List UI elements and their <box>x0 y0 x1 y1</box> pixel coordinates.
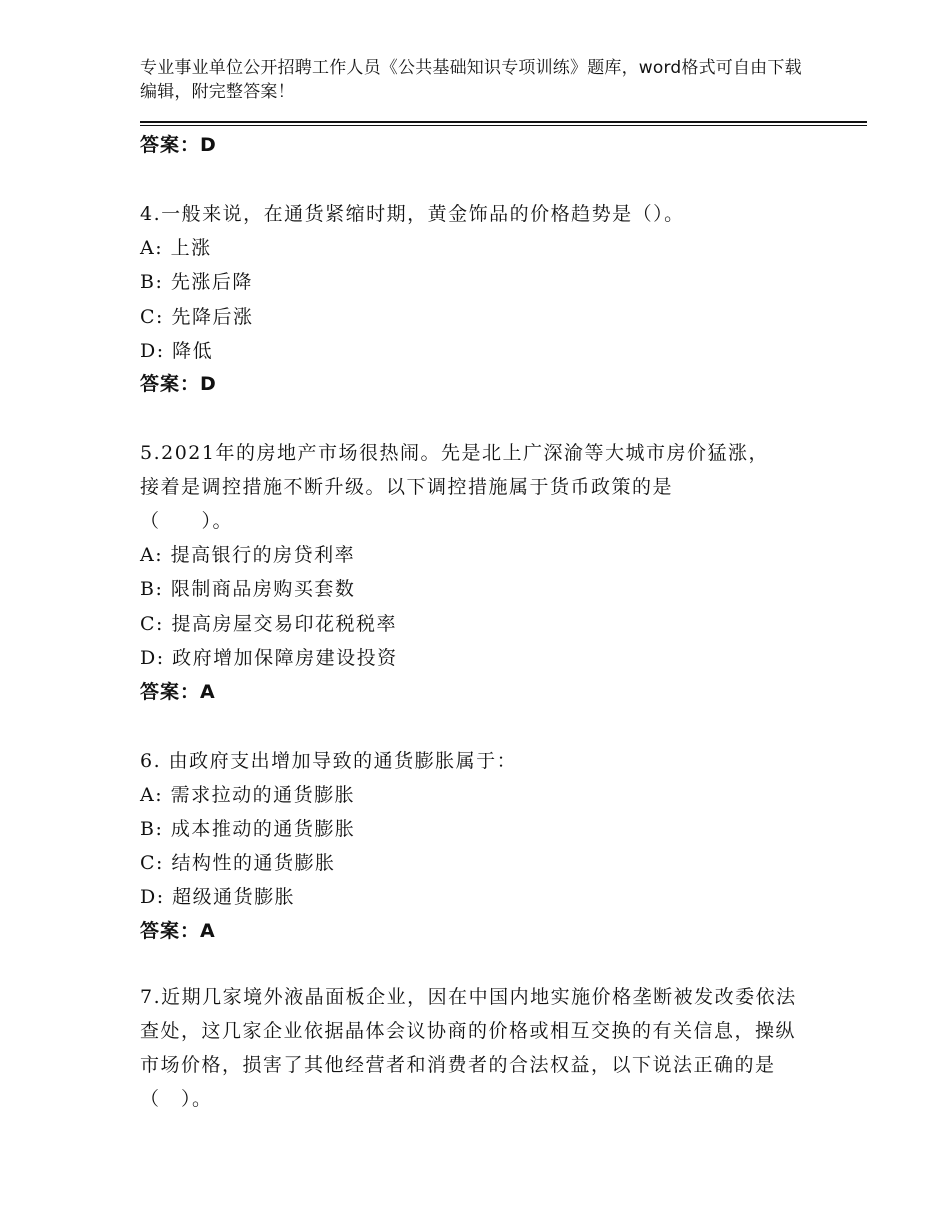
question-6-option-d: D: 超级通货膨胀 <box>140 886 296 908</box>
question-7-stem: 7.近期几家境外液晶面板企业，因在中国内地实施价格垄断被发改委依法查处，这几家企业依据晶体会议协商的价格或相互交换的有关信息，操纵市场价格，损害了其他经营者和消费者的合法权益，以下说法正确的是（ ）。 <box>140 986 797 1110</box>
answer-line-4 <box>140 369 217 396</box>
question-4-option-c: C: 先降后涨 <box>140 306 254 328</box>
answer-line-6 <box>140 916 216 943</box>
question-6-stem: 6. 由政府支出增加导致的通货膨胀属于： <box>140 750 518 772</box>
answer-line-5 <box>140 677 216 704</box>
page-header: 专业事业单位公开招聘工作人员《公共基础知识专项训练》题库，word格式可自由下载编辑，附完整答案！ <box>140 58 802 102</box>
answer-line-prev <box>140 130 217 157</box>
answer-value: D <box>200 134 217 156</box>
question-5-option-b: B: 限制商品房购买套数 <box>140 578 356 600</box>
header-rule-thin <box>140 125 867 126</box>
question-4-stem: 4.一般来说，在通货紧缩时期，黄金饰品的价格趋势是（）。 <box>140 203 685 225</box>
answer-value: A <box>200 681 216 703</box>
answer-prefix: 答案： <box>140 134 201 156</box>
answer-value: A <box>200 920 216 942</box>
question-6-option-b: B: 成本推动的通货膨胀 <box>140 818 356 840</box>
question-5-option-a: A: 提高银行的房贷利率 <box>140 544 356 566</box>
answer-value: D <box>200 373 217 395</box>
question-4-option-b: B: 先涨后降 <box>140 271 253 293</box>
question-5-option-d: D: 政府增加保障房建设投资 <box>140 647 398 669</box>
question-5-stem-line-2: 接着是调控措施不断升级。以下调控措施属于货币政策的是 <box>140 476 674 498</box>
answer-prefix: 答案： <box>140 920 201 942</box>
answer-prefix: 答案： <box>140 681 201 703</box>
question-6-option-a: A: 需求拉动的通货膨胀 <box>140 784 356 806</box>
question-4-option-a: A: 上涨 <box>140 237 212 259</box>
question-4-option-d: D: 降低 <box>140 340 214 362</box>
header-rule-thick <box>140 121 867 123</box>
question-6-option-c: C: 结构性的通货膨胀 <box>140 852 336 874</box>
question-5-option-c: C: 提高房屋交易印花税税率 <box>140 613 397 635</box>
answer-prefix: 答案： <box>140 373 201 395</box>
question-5-stem-line-3: （ ）。 <box>140 510 234 532</box>
question-5-stem-line-1: 5.2021年的房地产市场很热闹。先是北上广深渝等大城市房价猛涨， <box>140 442 769 464</box>
